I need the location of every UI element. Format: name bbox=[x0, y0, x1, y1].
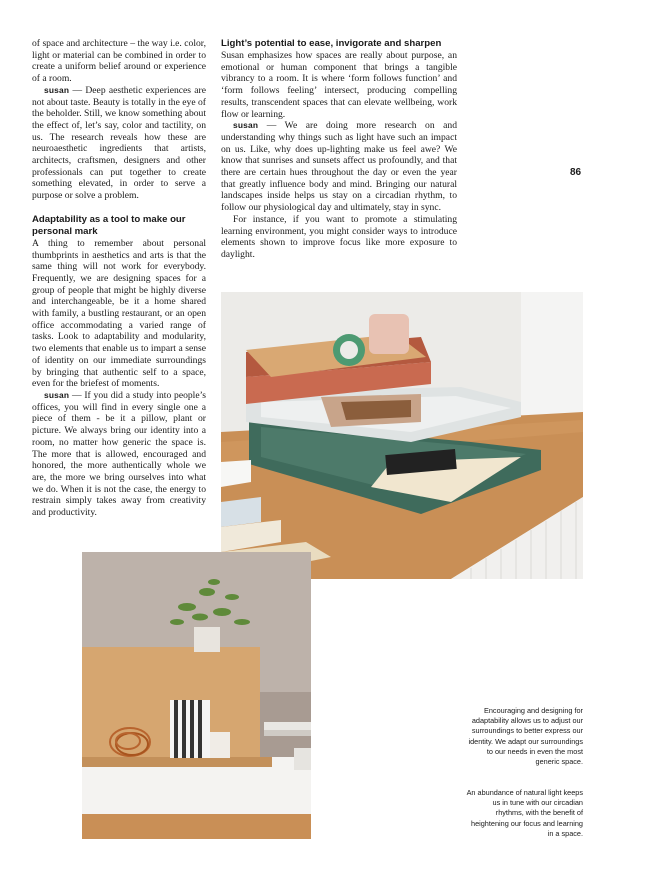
speaker-label: susan bbox=[44, 84, 70, 95]
left-text-column bbox=[32, 38, 206, 519]
left-paragraph-4 bbox=[32, 390, 206, 519]
photo-caption-natural-light: An abundance of natural light keeps us in tune with our circadian rhythms, with the benefit of heightening our focus and learning in a space. bbox=[466, 788, 583, 838]
right-text-column bbox=[221, 38, 457, 261]
page-number: 86 bbox=[570, 167, 582, 178]
photo-caption-adaptability: Encouraging and designing for adaptability allows us to adjust our surroundings to better express our identity. We adapt our surroundings to our needs in even the most generic space. bbox=[468, 706, 583, 767]
speaker-label: susan bbox=[233, 120, 259, 131]
speaker-label: susan bbox=[44, 389, 70, 400]
right-paragraph-2-text: — We are doing more research on and understanding why things such as light have such an impact on us. Like, why does up-lighting make us feel awe? We know that sunrises and sunsets affect us profoundly, and that there are certain hues throughout the day or even the year that greatly influence body and mind. Bringing our natural landscapes inside helps us stay on a circadian rhythm, to follow our physiological day and ultimately, stay in sync. bbox=[221, 120, 457, 214]
photo-stacked-trays bbox=[221, 292, 583, 579]
left-paragraph-4-text: — If you did a study into people’s offices, you will find in every single one a piece of them - be it a pillow, plant or picture. We always bring our identity into a room, no matter how generic the space is. The more that is allowed, encouraged and honored, the more authentically whole we are, the more we bring ourselves into what we do. When it is not the case, the energy to restrain simply takes away from creativity and productivity. bbox=[32, 389, 206, 519]
left-paragraph-2 bbox=[32, 85, 206, 202]
trays-illustration bbox=[221, 292, 583, 579]
photo-shelf-with-plant bbox=[82, 552, 311, 839]
left-paragraph-1: of space and architecture – the way i.e. color, light or material can be combined in order to create a uniform belief around or experience of a room. bbox=[32, 38, 206, 85]
section-heading-adaptability: Adaptability as a tool to make our personal mark bbox=[32, 213, 186, 237]
right-paragraph-3: For instance, if you want to promote a stimulating learning environment, you might consider ways to introduce elements shown to improve focus like more exposure to daylight. bbox=[221, 213, 457, 260]
left-paragraph-2-text: — Deep aesthetic experiences are not about taste. Beauty is totally in the eye of the beholder. Still, we know something about the effect of, let’s say, color and tactility, on us. The research reveals how these are neuroaesthetic ingredients that artists, architects, craftsmen, designers and other professionals can put together to create something elevated, in order to serve a purpose or solve a problem. bbox=[32, 84, 206, 202]
right-paragraph-1: Susan emphasizes how spaces are really about purpose, an emotional or human component that brings a tangible vibrancy to a room. It is where ‘form follows function’ and ‘form follows feeling’ intersect, producing compelling results, transcendent spaces that can elevate wellbeing, work flow or learning. bbox=[221, 50, 457, 120]
shelf-illustration bbox=[82, 552, 311, 839]
right-paragraph-2 bbox=[221, 120, 457, 214]
left-paragraph-3: A thing to remember about personal thumbprints in aesthetics and arts is that the same thing will not work for everybody. Frequently, we are designing spaces for a group of people that might be highly diverse and interchangeable, be it a home shared with family, a bustling restaurant, or an open office accommodating a varied range of tasks. Look to adaptability and modularity, two elements that enable us to impart a sense of identity on our immediate surroundings by bringing that authentic self to a space, even for the briefest of moments. bbox=[32, 237, 206, 390]
section-heading-light: Light’s potential to ease, invigorate and sharpen bbox=[221, 38, 442, 49]
